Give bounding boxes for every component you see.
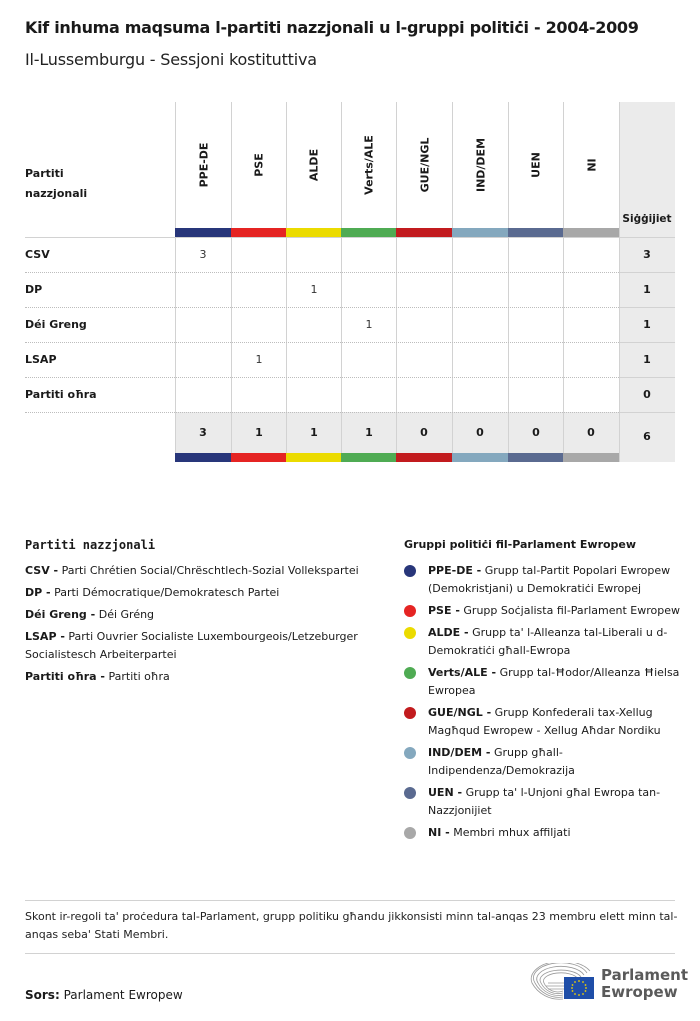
political-group-legend-item [404,562,684,598]
group-label: PPE-DE [197,142,210,188]
row-divider [25,342,619,343]
political-group-legend-item [404,824,684,842]
national-party-legend-item [25,668,385,686]
group-name: Grupp għall-Indipendenza/Demokrazija [428,746,575,777]
column-total: 0 [587,426,595,439]
group-color-bar-bottom [231,453,286,462]
group-color-bar-top [452,228,508,237]
group-color-bar-top [341,228,396,237]
row-total: 1 [643,318,651,331]
source-label: Sors: [25,988,60,1002]
row-label-party: Partiti oħra [25,388,97,401]
group-color-dot-icon [404,707,416,719]
row-total: 1 [643,283,651,296]
political-group-legend-item [404,664,684,700]
group-abbr: PSE - [428,604,460,617]
group-color-bar-bottom [286,453,341,462]
group-abbr: NI - [428,826,450,839]
group-color-bar-top [175,228,231,237]
row-divider [25,377,619,378]
parliament-hemicycle-icon [530,963,596,1001]
group-label: NI [585,158,598,172]
political-groups-legend [404,562,684,846]
group-abbr: ALDE - [428,626,469,639]
party-abbr: DP - [25,586,51,599]
group-name: Grupp tal-Ħodor/Alleanza Ħielsa Ewropea [428,666,680,697]
column-header-2 [286,102,341,228]
group-abbr: GUE/NGL - [428,706,492,719]
group-color-bar-top [231,228,286,237]
group-label: ALDE [307,148,321,182]
table-cell: 3 [199,248,207,261]
column-header-7 [563,102,619,228]
political-groups-legend-title: Gruppi politiċi fil-Parlament Ewropew [404,538,637,551]
row-total: 0 [643,388,651,401]
group-abbr: Verts/ALE - [428,666,497,679]
group-color-bar-bottom [341,453,396,462]
totals-divider [619,412,675,413]
table-cell: 1 [255,353,263,366]
table-cell: 1 [365,318,373,331]
group-name: Grupp ta' l-Alleanza tal-Liberali u d-Demokratiċi għall-Ewropa [428,626,668,657]
source-credit [25,988,183,1002]
divider [25,953,675,954]
group-color-dot-icon [404,605,416,617]
group-color-bar-top [286,228,341,237]
row-label-party: CSV [25,248,50,261]
group-color-dot-icon [404,827,416,839]
row-total: 1 [643,353,651,366]
party-name: Déi Gréng [98,608,155,621]
political-group-legend-item [404,744,684,780]
group-color-dot-icon [404,747,416,759]
group-name: Grupp Konfederali tax-Xellug Magħqud Ewropew - Xellug Aħdar Nordiku [428,706,661,737]
column-total: 1 [310,426,318,439]
european-parliament-logo[interactable] [530,963,689,1003]
logo-line-2: Ewropew [601,983,678,1001]
row-label-party: LSAP [25,353,57,366]
group-label: Verts/ALE [362,135,376,195]
group-color-bar-bottom [452,453,508,462]
column-total: 0 [532,426,540,439]
row-header: Partiti nazzjonali [25,167,88,200]
national-parties-legend-title: Partiti nazzjonali [25,538,156,552]
group-name: Grupp Soċjalista fil-Parlament Ewropew [463,604,680,617]
party-name: Parti Ouvrier Socialiste Luxembourgeois/Letzeburger Socialistesch Arbeiterpartei [25,630,358,661]
column-total: 1 [255,426,263,439]
group-color-bar-bottom [508,453,563,462]
page-title: Kif inhuma maqsuma l-partiti nazzjonali u l-gruppi politiċi - 2004-2009 [25,18,639,37]
party-abbr: Partiti oħra - [25,670,105,683]
party-abbr: LSAP - [25,630,65,643]
logo-text [601,967,688,1001]
column-header-1 [231,102,286,228]
row-divider [25,307,619,308]
party-abbr: CSV - [25,564,59,577]
row-total: 3 [643,248,651,261]
group-color-dot-icon [404,667,416,679]
party-name: Partiti oħra [108,670,170,683]
column-total: 1 [365,426,373,439]
group-color-dot-icon [404,787,416,799]
national-parties-legend [25,562,385,690]
column-header-3 [341,102,396,228]
group-color-dot-icon [404,565,416,577]
row-label-party: DP [25,283,43,296]
group-label: IND/DEM [474,137,487,193]
national-party-legend-item [25,606,385,624]
group-name: Membri mhux affiljati [453,826,571,839]
row-divider [25,272,619,273]
row-label-party: Déi Greng [25,318,87,331]
totals-divider [619,342,675,343]
totals-divider [619,377,675,378]
national-party-legend-item [25,584,385,602]
political-group-legend-item [404,624,684,660]
group-abbr: UEN - [428,786,463,799]
table-cell: 1 [310,283,318,296]
divider [25,900,675,901]
group-color-bar-bottom [396,453,452,462]
political-group-legend-item [404,704,684,740]
totals-divider [619,307,675,308]
logo-line-1: Parlament [601,966,689,984]
group-abbr: PPE-DE - [428,564,482,577]
group-color-bar-top [396,228,452,237]
group-label: UEN [529,152,543,178]
column-header-6 [508,102,563,228]
source-value: Parlament Ewropew [63,988,183,1002]
totals-header: Siġġijiet [622,213,672,225]
footnote: Skont ir-regoli ta' proċedura tal-Parlament, grupp politiku għandu jikkonsisti minn tal-anqas 23 membru elett minn tal-anqas seba' Stati Membri. [25,910,678,941]
group-color-bar-bottom [175,453,231,462]
party-abbr: Déi Greng - [25,608,96,621]
totals-column-bg [619,102,675,462]
group-label: PSE [252,153,266,177]
group-color-bar-bottom [563,453,619,462]
column-total: 3 [199,426,207,439]
grand-total: 6 [643,430,651,443]
party-name: Parti Démocratique/Demokratesch Partei [54,586,280,599]
column-header-0 [175,102,231,228]
national-party-legend-item [25,562,385,580]
group-abbr: IND/DEM - [428,746,491,759]
political-group-legend-item [404,602,684,620]
political-group-legend-item [404,784,684,820]
column-total: 0 [476,426,484,439]
national-party-legend-item [25,628,385,664]
column-header-5 [452,102,508,228]
page-subtitle: Il-Lussemburgu - Sessjoni kostituttiva [25,50,317,69]
group-label: GUE/NGL [418,137,431,193]
group-name: Grupp tal-Partit Popolari Ewropew (Demokristjani) u Demokratiċi Ewropej [428,564,671,595]
group-color-bar-top [563,228,619,237]
column-total: 0 [420,426,428,439]
group-color-bar-top [508,228,563,237]
group-color-dot-icon [404,627,416,639]
party-name: Parti Chrétien Social/Chrëschtlech-Sozial Vollekspartei [61,564,359,577]
seat-distribution-table [0,0,700,470]
column-header-4 [396,102,452,228]
group-name: Grupp ta' l-Unjoni għal Ewropa tan-Nazzjonijiet [428,786,661,817]
totals-divider [619,272,675,273]
header-divider [25,237,675,238]
row-divider [25,412,619,413]
